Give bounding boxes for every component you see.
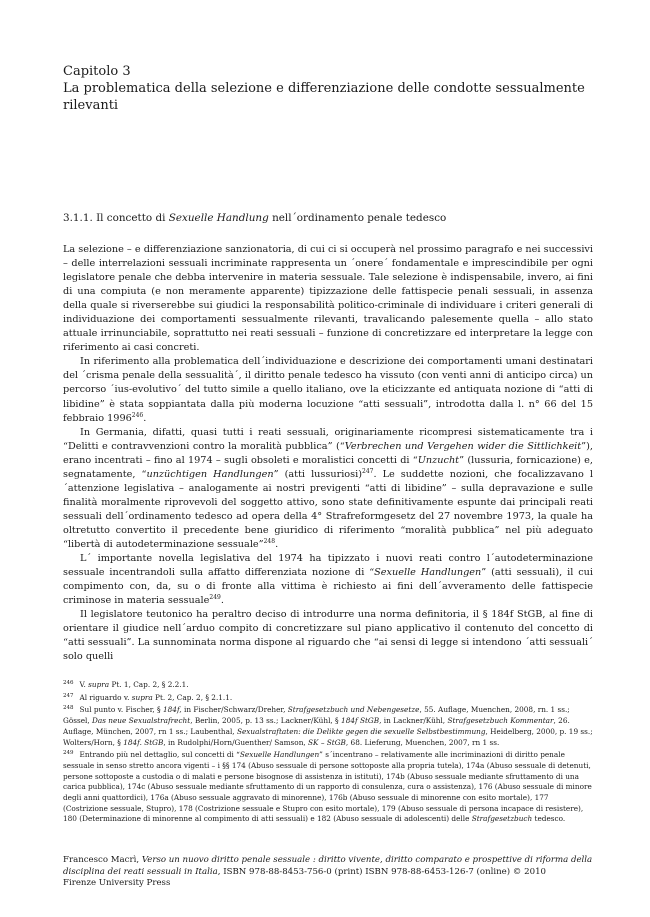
p3-text-a: In Germania, difatti, quasi tutti i reati sessuali, originariamente ricompresi sistematicamente tra i “Delitti e contravvenzioni contro la moralità pubblica” (“ xyxy=(63,426,593,452)
paragraph-3 xyxy=(63,426,593,552)
footnote-text: Sul punto v. Fischer, § xyxy=(79,705,161,715)
footnote-248 xyxy=(63,703,593,748)
citation-title: Verso un nuovo diritto penale sessuale : diritto vivente, diritto comparato e prospettive di riforma della disciplina dei reati sessuali in Italia xyxy=(63,855,593,877)
footnote-249 xyxy=(63,748,593,825)
footnote-ref-247[interactable]: 247 xyxy=(362,467,374,475)
footnote-text: Al riguardo v. xyxy=(79,692,130,702)
footnote-italic: Strafgesetzbuch und Nebengesetze xyxy=(287,705,420,715)
p3-text-i: . xyxy=(275,538,279,550)
section-number: 3.1.1. xyxy=(63,212,93,224)
footnote-italic: Strafgesetzbuch Kommentar xyxy=(447,716,554,726)
footnote-italic: Sexualstraftaten: die Delikte gegen die sexuelle Selbstbestimmung xyxy=(236,726,486,736)
footnote-ref-246[interactable]: 246 xyxy=(131,411,144,419)
footnote-italic: supra xyxy=(131,692,153,702)
chapter-number: Capitolo 3 xyxy=(63,64,131,79)
footnote-text: ” s´incentrano – relativamente alle incriminazioni di diritto penale sessuale in senso stretto ancora vigenti – i §§ 174 (Abuso sessuale di persone sottoposte alla propria tutela), 174a (Abuso sessuale di detenuti, persone sottoposte a custodia o di malati e persone bisognose di assistenza in istituti), 174b (Abuso sessuale mediante sfruttamento di una carica pubblica), 174c (Abuso sessuale mediante sfruttamento di un rapporto di consulenza, cura o assistenza), 176 (Abuso sessuale di minore degli anni quattordici), 176a (Abuso sessuale aggravato di minorenne), 176b (Abuso sessuale di minorenne con esito mortale), 177 (Costrizione sessuale, Stupro), 178 (Costrizione sessuale e Stupro con esito mortale), 179 (Abuso sessuale di persona incapace di resistere), 180 (Determinazione di minorenne al compimento di atti sessuali) e 182 (Abuso sessuale di adolescenti) delle xyxy=(63,750,592,824)
footnote-text: Pt. 1, Cap. 2, § 2.2.1. xyxy=(111,680,189,689)
paragraph-2 xyxy=(63,355,593,425)
paragraph-1: La selezione – e differenziazione sanzionatoria, di cui ci si occuperà nel prossimo paragrafo e nei successivi – delle interrelazioni sessuali incriminate rappresenta un ´onere´ fondamentale e imprescindibile per ogni legislatore penale che debba intervenire in materia sessuale. Tale selezione è indispensabile, invero, ai fini di una compiuta (e non meramente apparente) tipizzazione delle fattispecie penali sessuali, in assenza della quale si riverserebbe sui giudici la responsabilità politico-criminale di individuare i criteri generali di individuazione dei comportamenti sessualmente rilevanti, travalicando palesemente quella – allo stato attuale irrinunciabile, soprattutto nei reati sessuali – funzione di concretizzare ed interpretare la legge con riferimento ai casi concreti. xyxy=(63,244,593,354)
p4-term: Sexuelle Handlungen xyxy=(374,567,482,579)
citation-isbn: , ISBN 978-88-8453-756-0 (print) ISBN 978-88-6453-126-7 (online) © 2010 xyxy=(217,866,547,877)
footnotes xyxy=(63,678,593,825)
footnote-text: in Fischer/Schwarz/Dreher, xyxy=(184,705,286,715)
footnote-text: , in Rudolphi/Horn/Guenther/ Samson, xyxy=(163,737,306,747)
footnote-text: , Heidelberg, 2000, p. 19 ss.; Wolters/Horn, § xyxy=(63,726,593,747)
footnote-number: 248 xyxy=(63,705,74,712)
p3-text-e: ” (lussuria, fornicazione) e, segnatamente, “ xyxy=(63,454,593,480)
paragraph-4 xyxy=(63,552,593,608)
footnote-text: , 26. Auflage, München, 2007, rn 1 ss.; Laubenthal, xyxy=(63,716,570,736)
footnote-text: Entrando più nel dettaglio, sul concetti di “ xyxy=(79,750,240,760)
citation-publisher: Firenze University Press xyxy=(63,878,171,888)
footnote-ref-248[interactable]: 248 xyxy=(263,537,276,545)
section-title-post: nell´ordinamento penale tedesco xyxy=(272,212,447,224)
p3-text-c: ”), erano incentrati – fino al 1974 – sugli obsoleti e moralistici concetti di “ xyxy=(63,440,593,466)
footnote-text: V. xyxy=(79,680,86,689)
footnote-italic: Sexuelle Handlungen xyxy=(239,750,320,760)
footnote-247 xyxy=(63,691,593,704)
footnote-text: , 55. Auflage, Muenchen, 2008, rn. 1 ss.; Gössel, xyxy=(63,705,570,726)
section-heading xyxy=(63,211,603,225)
section-term: Sexuelle Handlung xyxy=(168,212,269,224)
footnote-text: , in Lackner/Kühl, xyxy=(379,716,446,726)
footnote-italic: supra xyxy=(88,680,110,689)
p3-text-h: . Le suddette nozioni, che focalizzavano l´attenzione legislativa – analogamente ai nostri previgenti “atti di libidine” – sulla depravazione e sulle finalità moralmente riprovevoli del soggetto attivo, sono state definitivamente espunte dai principali reati sessuali dell´ordinamento tedesco ad opera della 4° Strafreformgesetz del 27 novembre 1973, la quale ha oltretutto convertito il precedente bene giuridico di riferimento “moralità pubblica” nel più adeguato “libertà di autodeterminazione sessuale” xyxy=(63,468,593,550)
footnote-italic: Strafgesetzbuch xyxy=(471,814,533,824)
footnote-text: tedesco. xyxy=(534,814,566,824)
footnote-italic: SK – StGB xyxy=(308,737,346,747)
citation-line xyxy=(63,855,603,878)
footnote-text: , Berlin, 2005, p. 13 ss.; Lackner/Kühl, § xyxy=(190,716,339,726)
paragraph-2-text: In riferimento alla problematica dell´individuazione e descrizione dei comportamenti umani destinatari del ´crisma penale della sessualità´, il diritto penale tedesco ha vissuto (con venti anni di anticipo circa) un percorso ´ius-evolutivo´ del tutto simile a quello italiano, ove la eticizzante ed antiquata nozione di “atti di libidine” è stata soppiantata dalla più moderna locuzione “atti sessuali”, introdotta dalla l. n° 66 del 15 febbraio 1996 xyxy=(63,356,593,424)
paragraph-5: Il legislatore teutonico ha peraltro deciso di introdurre una norma definitoria, il § 184f StGB, al fine di orientare il giudice nell´arduo compito di concretizzare sul piano applicativo il contenuto del concetto di “atti sessuali”. La sunnominata norma dispone al riguardo che “ai sensi di legge si intendono ´atti sessuali´ solo quelli xyxy=(63,609,593,663)
paragraph-2-end: . xyxy=(143,412,147,424)
footnote-italic: Das neue Sexualstrafrecht xyxy=(92,716,191,726)
citation-footer xyxy=(63,855,603,890)
footnote-number: 246 xyxy=(63,680,74,686)
footnote-number: 249 xyxy=(63,750,74,757)
section-title-pre: Il concetto di xyxy=(96,212,166,224)
p3-text-g: ” (atti lussuriosi) xyxy=(273,468,362,480)
p3-term-b: Unzucht xyxy=(417,454,460,466)
footnote-246 xyxy=(63,678,593,691)
p4-text-d: . xyxy=(220,595,224,607)
chapter-title: La problematica della selezione e differenziazione delle condotte sessualmente rilevanti xyxy=(63,81,585,113)
p3-term-a: Verbrechen und Vergehen wider die Sittlichkeit xyxy=(344,440,582,452)
footnote-italic: 184f. StGB xyxy=(123,737,164,747)
citation-author: Francesco Macrì, xyxy=(63,855,140,865)
footnote-italic: 184f StGB xyxy=(341,716,380,726)
chapter-header xyxy=(63,63,603,114)
p4-text-c: ” (atti sessuali), il cui compimento con, da, su o di fronte alla vittima è richiesto ai fini dell´avveramento delle fattispecie criminose in materia sessuale xyxy=(63,567,593,607)
footnote-text: , 68. Lieferung, Muenchen, 2007, rn 1 ss. xyxy=(345,737,500,747)
footnote-text: Pt. 2, Cap. 2, § 2.1.1. xyxy=(155,692,233,702)
footnote-ref-249[interactable]: 249 xyxy=(209,594,221,602)
footnote-italic: 184f, xyxy=(163,705,182,715)
body-text xyxy=(63,240,593,664)
p3-term-c: unzüchtigen Handlungen xyxy=(146,468,274,480)
p4-text-a: L´ importante novella legislativa del 1974 ha tipizzato i nuovi reati contro l´autodeterminazione sessuale incentrandoli sulla affatto differenziata nozione di “ xyxy=(63,553,593,579)
footnote-number: 247 xyxy=(63,692,74,699)
